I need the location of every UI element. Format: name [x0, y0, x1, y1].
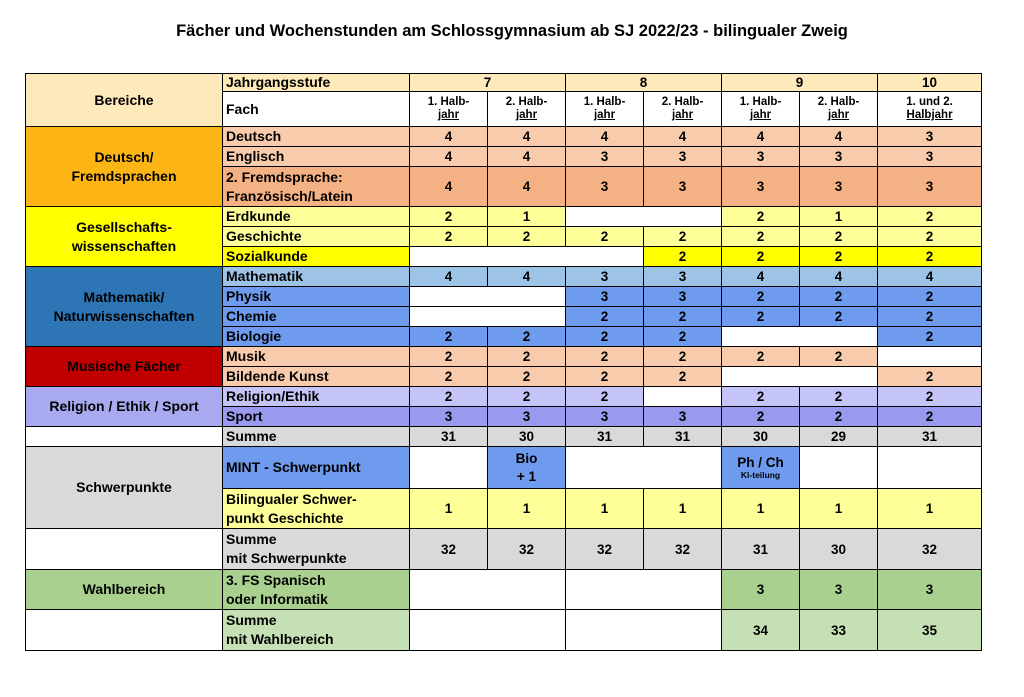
- cell-mathematik-7-2: 4: [488, 267, 566, 287]
- fach-summe-schwerpunkte: Summe mit Schwerpunkte: [223, 529, 410, 570]
- halbjahr-7-1: 1. Halb- jahr: [410, 92, 488, 127]
- cell-musik-9-1: 2: [722, 347, 800, 367]
- cell-bili-9-1: 1: [722, 489, 800, 529]
- cell-chemie-9-1: 2: [722, 307, 800, 327]
- cell-kunst-7-2: 2: [488, 367, 566, 387]
- cell-physik-7-empty: [410, 287, 566, 307]
- cell-bili-8-1: 1: [566, 489, 644, 529]
- cell-sport-7-1: 3: [410, 407, 488, 427]
- cell-summe-wb-8-empty: [566, 610, 722, 651]
- fach-deutsch: Deutsch: [223, 127, 410, 147]
- cell-summe-8-1: 31: [566, 427, 644, 447]
- cell-summe-sp-9-2: 30: [800, 529, 878, 570]
- fach-fremdsprache-2: 2. Fremdsprache: Französisch/Latein: [223, 167, 410, 207]
- cell-biologie-9-empty: [722, 327, 878, 347]
- area-deutsch-fremdsprachen: Deutsch/ Fremdsprachen: [26, 127, 223, 207]
- cell-musik-8-1: 2: [566, 347, 644, 367]
- cell-summe-8-2: 31: [644, 427, 722, 447]
- fach-3-fs: 3. FS Spanisch oder Informatik: [223, 570, 410, 610]
- fach-summe-wahlbereich: Summe mit Wahlbereich: [223, 610, 410, 651]
- cell-chemie-9-2: 2: [800, 307, 878, 327]
- fach-englisch: Englisch: [223, 147, 410, 167]
- grade-8: 8: [566, 74, 722, 92]
- cell-summe-sp-8-2: 32: [644, 529, 722, 570]
- grade-10: 10: [878, 74, 982, 92]
- cell-erdkunde-9-1: 2: [722, 207, 800, 227]
- cell-geschichte-8-2: 2: [644, 227, 722, 247]
- cell-erdkunde-7-1: 2: [410, 207, 488, 227]
- cell-fs3-8-empty: [566, 570, 722, 610]
- cell-bili-7-1: 1: [410, 489, 488, 529]
- cell-religion-9-2: 2: [800, 387, 878, 407]
- cell-geschichte-9-1: 2: [722, 227, 800, 247]
- cell-fs2-8-2: 3: [644, 167, 722, 207]
- fach-mathematik: Mathematik: [223, 267, 410, 287]
- fach-erdkunde: Erdkunde: [223, 207, 410, 227]
- cell-sozialkunde-9-2: 2: [800, 247, 878, 267]
- cell-erdkunde-7-2: 1: [488, 207, 566, 227]
- cell-musik-9-2: 2: [800, 347, 878, 367]
- halbjahr-9-2: 2. Halb- jahr: [800, 92, 878, 127]
- cell-musik-7-2: 2: [488, 347, 566, 367]
- cell-fs2-10: 3: [878, 167, 982, 207]
- cell-englisch-9-1: 3: [722, 147, 800, 167]
- fach-bildende-kunst: Bildende Kunst: [223, 367, 410, 387]
- cell-physik-10: 2: [878, 287, 982, 307]
- cell-deutsch-8-2: 4: [644, 127, 722, 147]
- halbjahr-8-2: 2. Halb- jahr: [644, 92, 722, 127]
- area-gesellschaftswissenschaften: Gesellschafts- wissenschaften: [26, 207, 223, 267]
- cell-physik-8-2: 3: [644, 287, 722, 307]
- grade-9: 9: [722, 74, 878, 92]
- halbjahr-9-1: 1. Halb- jahr: [722, 92, 800, 127]
- cell-fs2-8-1: 3: [566, 167, 644, 207]
- cell-englisch-9-2: 3: [800, 147, 878, 167]
- cell-geschichte-8-1: 2: [566, 227, 644, 247]
- cell-englisch-8-2: 3: [644, 147, 722, 167]
- cell-deutsch-7-2: 4: [488, 127, 566, 147]
- cell-biologie-10: 2: [878, 327, 982, 347]
- cell-fs3-9-2: 3: [800, 570, 878, 610]
- area-schwerpunkte: Schwerpunkte: [26, 447, 223, 529]
- cell-summe-sp-8-1: 32: [566, 529, 644, 570]
- summe-sp-area-empty: [26, 529, 223, 570]
- area-religion-ethik-sport: Religion / Ethik / Sport: [26, 387, 223, 427]
- cell-fs3-10: 3: [878, 570, 982, 610]
- cell-summe-sp-7-2: 32: [488, 529, 566, 570]
- cell-mint-bio: Bio + 1: [488, 447, 566, 489]
- cell-summe-wb-9-2: 33: [800, 610, 878, 651]
- halbjahr-7-2: 2. Halb- jahr: [488, 92, 566, 127]
- cell-religion-10: 2: [878, 387, 982, 407]
- cell-biologie-8-2: 2: [644, 327, 722, 347]
- cell-summe-sp-9-1: 31: [722, 529, 800, 570]
- cell-kunst-8-1: 2: [566, 367, 644, 387]
- halbjahr-8-1: 1. Halb- jahr: [566, 92, 644, 127]
- cell-geschichte-9-2: 2: [800, 227, 878, 247]
- cell-fs2-9-1: 3: [722, 167, 800, 207]
- cell-geschichte-7-1: 2: [410, 227, 488, 247]
- cell-chemie-8-1: 2: [566, 307, 644, 327]
- cell-fs3-9-1: 3: [722, 570, 800, 610]
- cell-mint-phch: Ph / Ch Kl-teilung: [722, 447, 800, 489]
- fach-religion-ethik: Religion/Ethik: [223, 387, 410, 407]
- fach-physik: Physik: [223, 287, 410, 307]
- cell-geschichte-10: 2: [878, 227, 982, 247]
- cell-mint-9-2-empty: [800, 447, 878, 489]
- grade-7: 7: [410, 74, 566, 92]
- cell-fs3-7-empty: [410, 570, 566, 610]
- cell-bili-9-2: 1: [800, 489, 878, 529]
- cell-biologie-7-2: 2: [488, 327, 566, 347]
- cell-summe-7-1: 31: [410, 427, 488, 447]
- summe-area-empty: [26, 427, 223, 447]
- cell-mathematik-8-2: 3: [644, 267, 722, 287]
- area-wahlbereich: Wahlbereich: [26, 570, 223, 610]
- cell-mathematik-10: 4: [878, 267, 982, 287]
- cell-mathematik-9-1: 4: [722, 267, 800, 287]
- header-jahrgangsstufe: Jahrgangsstufe: [223, 74, 410, 92]
- timetable: [25, 73, 982, 651]
- cell-englisch-7-2: 4: [488, 147, 566, 167]
- cell-chemie-7-empty: [410, 307, 566, 327]
- cell-deutsch-10: 3: [878, 127, 982, 147]
- cell-erdkunde-8-empty: [566, 207, 722, 227]
- cell-physik-8-1: 3: [566, 287, 644, 307]
- cell-erdkunde-10: 2: [878, 207, 982, 227]
- cell-chemie-8-2: 2: [644, 307, 722, 327]
- cell-summe-sp-7-1: 32: [410, 529, 488, 570]
- cell-mathematik-8-1: 3: [566, 267, 644, 287]
- cell-erdkunde-9-2: 1: [800, 207, 878, 227]
- cell-sport-10: 2: [878, 407, 982, 427]
- cell-sozialkunde-10: 2: [878, 247, 982, 267]
- cell-mint-10-empty: [878, 447, 982, 489]
- cell-physik-9-1: 2: [722, 287, 800, 307]
- cell-kunst-7-1: 2: [410, 367, 488, 387]
- header-fach: Fach: [223, 92, 410, 127]
- cell-sport-8-2: 3: [644, 407, 722, 427]
- cell-musik-10-empty: [878, 347, 982, 367]
- cell-physik-9-2: 2: [800, 287, 878, 307]
- fach-bilingualer-schwerpunkt: Bilingualer Schwer- punkt Geschichte: [223, 489, 410, 529]
- cell-kunst-9-empty: [722, 367, 878, 387]
- cell-deutsch-9-2: 4: [800, 127, 878, 147]
- cell-kunst-10: 2: [878, 367, 982, 387]
- cell-geschichte-7-2: 2: [488, 227, 566, 247]
- cell-sport-8-1: 3: [566, 407, 644, 427]
- cell-religion-8-2-empty: [644, 387, 722, 407]
- cell-summe-sp-10: 32: [878, 529, 982, 570]
- cell-sport-9-1: 2: [722, 407, 800, 427]
- cell-fs2-7-2: 4: [488, 167, 566, 207]
- cell-religion-8-1: 2: [566, 387, 644, 407]
- cell-deutsch-8-1: 4: [566, 127, 644, 147]
- halbjahr-10: 1. und 2. Halbjahr: [878, 92, 982, 127]
- cell-mathematik-9-2: 4: [800, 267, 878, 287]
- cell-fs2-7-1: 4: [410, 167, 488, 207]
- area-musische-faecher: Musische Fächer: [26, 347, 223, 387]
- cell-summe-9-2: 29: [800, 427, 878, 447]
- page-title: Fächer und Wochenstunden am Schlossgymnasium ab SJ 2022/23 - bilingualer Zweig: [176, 22, 848, 40]
- cell-summe-wb-10: 35: [878, 610, 982, 651]
- cell-kunst-8-2: 2: [644, 367, 722, 387]
- cell-biologie-7-1: 2: [410, 327, 488, 347]
- cell-sozialkunde-empty: [410, 247, 644, 267]
- cell-deutsch-7-1: 4: [410, 127, 488, 147]
- fach-sport: Sport: [223, 407, 410, 427]
- cell-summe-9-1: 30: [722, 427, 800, 447]
- cell-summe-wb-7-empty: [410, 610, 566, 651]
- cell-englisch-7-1: 4: [410, 147, 488, 167]
- cell-musik-8-2: 2: [644, 347, 722, 367]
- fach-mint-schwerpunkt: MINT - Schwerpunkt: [223, 447, 410, 489]
- fach-sozialkunde: Sozialkunde: [223, 247, 410, 267]
- header-bereiche: Bereiche: [26, 74, 223, 127]
- fach-musik: Musik: [223, 347, 410, 367]
- cell-summe-wb-9-1: 34: [722, 610, 800, 651]
- cell-religion-7-2: 2: [488, 387, 566, 407]
- cell-englisch-10: 3: [878, 147, 982, 167]
- cell-summe-7-2: 30: [488, 427, 566, 447]
- cell-sport-9-2: 2: [800, 407, 878, 427]
- area-mathematik-naturwissenschaften: Mathematik/ Naturwissenschaften: [26, 267, 223, 347]
- fach-biologie: Biologie: [223, 327, 410, 347]
- cell-sozialkunde-9-1: 2: [722, 247, 800, 267]
- fach-geschichte: Geschichte: [223, 227, 410, 247]
- cell-chemie-10: 2: [878, 307, 982, 327]
- cell-bili-10: 1: [878, 489, 982, 529]
- fach-chemie: Chemie: [223, 307, 410, 327]
- cell-sozialkunde-8-2: 2: [644, 247, 722, 267]
- cell-bili-8-2: 1: [644, 489, 722, 529]
- cell-bili-7-2: 1: [488, 489, 566, 529]
- cell-mint-7-1-empty: [410, 447, 488, 489]
- cell-englisch-8-1: 3: [566, 147, 644, 167]
- cell-religion-9-1: 2: [722, 387, 800, 407]
- cell-mathematik-7-1: 4: [410, 267, 488, 287]
- cell-biologie-8-1: 2: [566, 327, 644, 347]
- summe-wb-area-empty: [26, 610, 223, 651]
- cell-summe-10: 31: [878, 427, 982, 447]
- cell-mint-8-empty: [566, 447, 722, 489]
- cell-sport-7-2: 3: [488, 407, 566, 427]
- cell-religion-7-1: 2: [410, 387, 488, 407]
- cell-fs2-9-2: 3: [800, 167, 878, 207]
- cell-musik-7-1: 2: [410, 347, 488, 367]
- cell-deutsch-9-1: 4: [722, 127, 800, 147]
- fach-summe: Summe: [223, 427, 410, 447]
